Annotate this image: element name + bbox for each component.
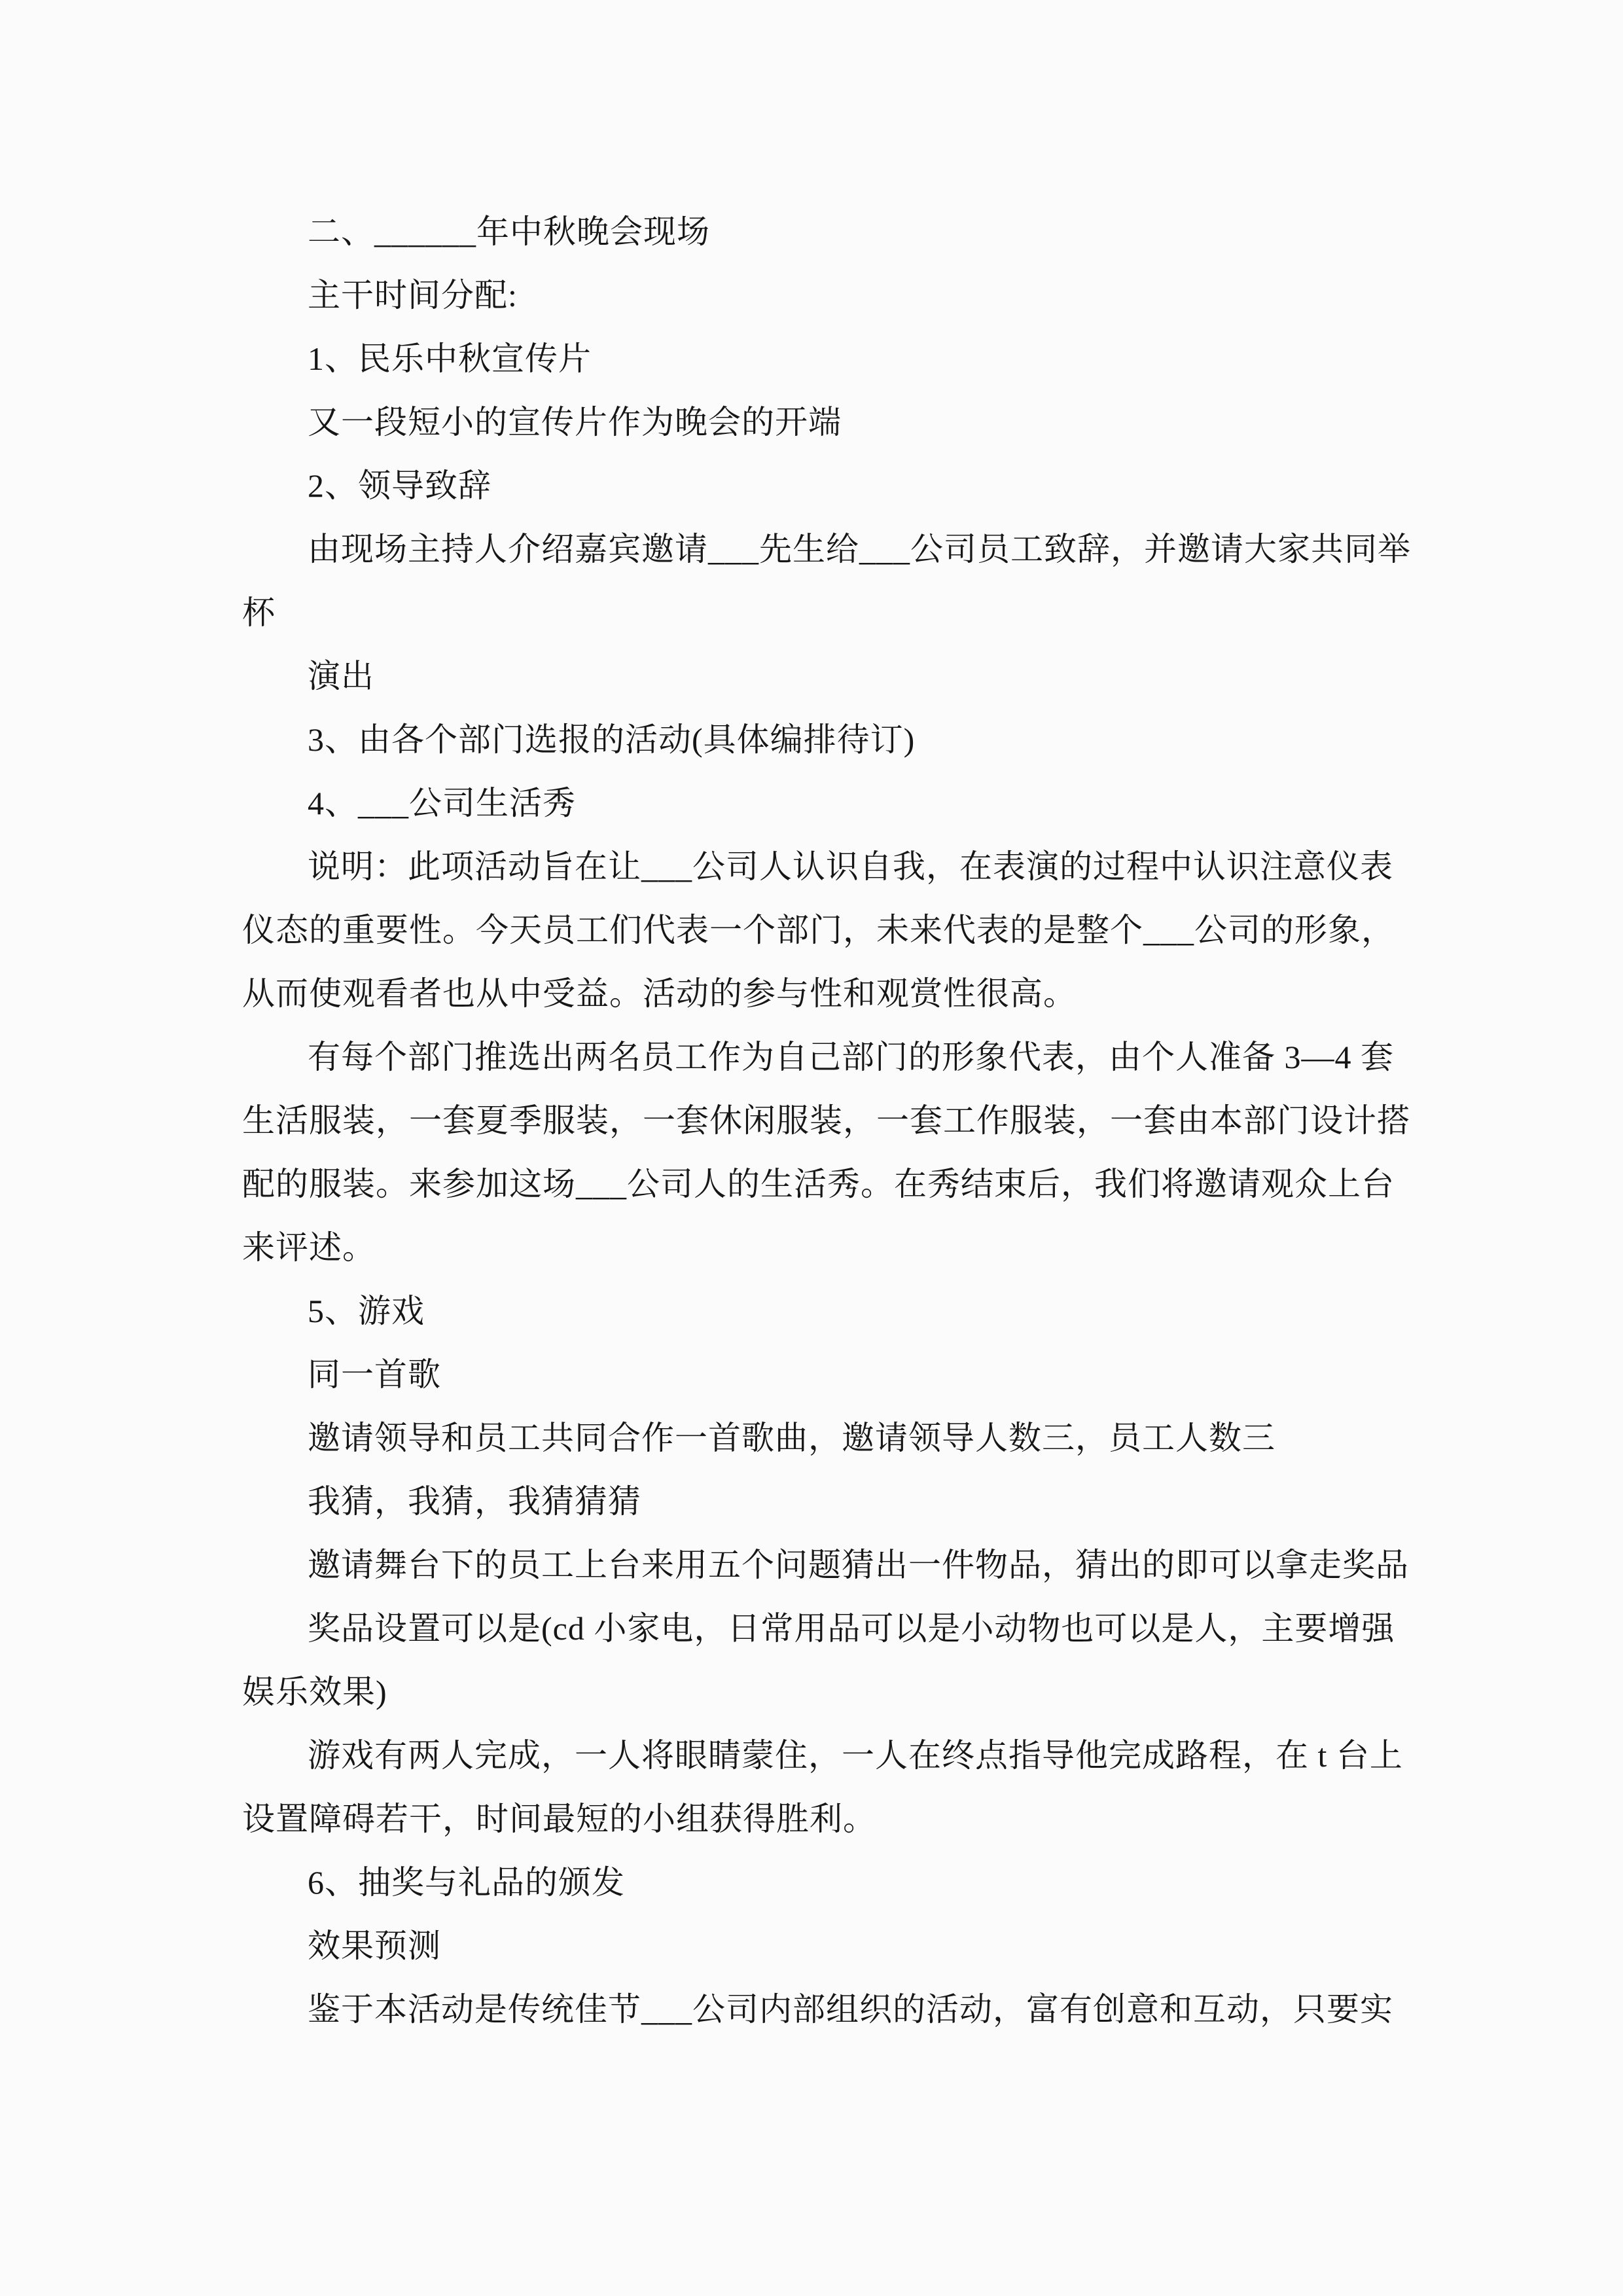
doc-line: 游戏有两人完成，一人将眼睛蒙住，一人在终点指导他完成路程，在 t 台上 xyxy=(308,1737,1403,1774)
doc-line: 演出 xyxy=(308,658,374,694)
doc-line: 邀请领导和员工共同合作一首歌曲，邀请领导人数三，员工人数三 xyxy=(308,1420,1275,1456)
doc-line-heading: 二、______年中秋晚会现场 xyxy=(308,213,710,250)
doc-line: 生活服装，一套夏季服装，一套休闲服装，一套工作服装，一套由本部门设计搭 xyxy=(242,1102,1410,1139)
doc-line: 来评述。 xyxy=(242,1229,376,1266)
doc-line: 1、民乐中秋宣传片 xyxy=(308,340,592,377)
doc-line: 配的服装。来参加这场___公司人的生活秀。在秀结束后，我们将邀请观众上台 xyxy=(242,1166,1395,1202)
doc-line: 效果预测 xyxy=(308,1928,441,1964)
doc-line: 设置障碍若干，时间最短的小组获得胜利。 xyxy=(242,1801,876,1837)
doc-line: 同一首歌 xyxy=(308,1356,441,1393)
doc-line: 又一段短小的宣传片作为晚会的开端 xyxy=(308,404,842,440)
doc-line: 4、___公司生活秀 xyxy=(308,785,576,821)
doc-line: 有每个部门推选出两名员工作为自己部门的形象代表，由个人准备 3—4 套 xyxy=(308,1039,1394,1075)
doc-line: 2、领导致辞 xyxy=(308,467,491,504)
doc-line: 说明：此项活动旨在让___公司人认识自我，在表演的过程中认识注意仪表 xyxy=(308,848,1393,885)
doc-line: 由现场主持人介绍嘉宾邀请___先生给___公司员工致辞，并邀请大家共同举 xyxy=(308,531,1411,567)
doc-line: 奖品设置可以是(cd 小家电，日常用品可以是小动物也可以是人，主要增强 xyxy=(308,1610,1395,1647)
doc-line: 杯 xyxy=(242,594,276,631)
document-text-block xyxy=(242,200,1420,2041)
doc-line: 我猜，我猜，我猜猜猜 xyxy=(308,1483,641,1520)
doc-line: 6、抽奖与礼品的颁发 xyxy=(308,1864,625,1901)
doc-line: 5、游戏 xyxy=(308,1293,425,1329)
doc-line: 娱乐效果) xyxy=(242,1674,387,1710)
doc-line: 邀请舞台下的员工上台来用五个问题猜出一件物品，猜出的即可以拿走奖品 xyxy=(308,1547,1409,1583)
doc-line: 主干时间分配: xyxy=(308,277,518,314)
doc-line: 仪态的重要性。今天员工们代表一个部门，未来代表的是整个___公司的形象， xyxy=(242,912,1395,948)
doc-line: 3、由各个部门选报的活动(具体编排待订) xyxy=(308,721,916,758)
doc-line: 鉴于本活动是传统佳节___公司内部组织的活动，富有创意和互动，只要实 xyxy=(308,1991,1393,2028)
doc-line: 从而使观看者也从中受益。活动的参与性和观赏性很高。 xyxy=(242,975,1077,1012)
